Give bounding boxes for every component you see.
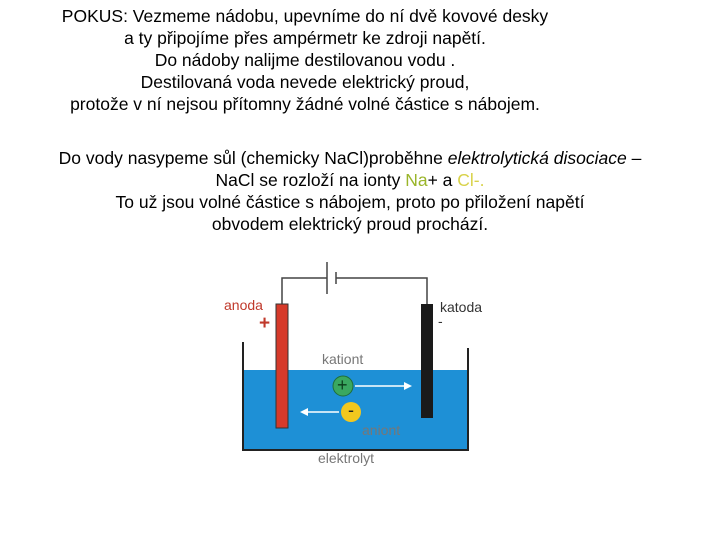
anode-label: anoda: [224, 297, 263, 313]
intro-line: protože v ní nejsou přítomny žádné volné částice s nábojem.: [70, 94, 540, 114]
cation-sign: +: [337, 375, 348, 395]
explanation-text: NaCl se rozloží na ionty: [215, 170, 406, 190]
and-word: a: [437, 170, 458, 190]
explanation-text: Do vody nasypeme sůl (chemicky NaCl)proběhne: [58, 148, 448, 168]
intro-line: Do nádoby nalijme destilovanou vodu .: [154, 50, 456, 70]
dissociation-term: elektrolytická disociace: [447, 148, 627, 168]
chloride-ion: Cl-.: [457, 170, 485, 190]
intro-line: POKUS: Vezmeme nádobu, upevníme do ní dvě kovové desky: [61, 6, 549, 26]
explanation-dash: –: [626, 148, 642, 168]
circuit-wire: [282, 278, 327, 305]
anion-label: aniont: [362, 422, 401, 438]
intro-line: a ty připojíme přes ampérmetr ke zdroji napětí.: [124, 28, 486, 48]
explanation-line-4: obvodem elektrický proud prochází.: [211, 214, 489, 234]
sodium-ion: Na: [405, 170, 428, 190]
intro-line: Destilovaná voda nevede elektrický proud,: [140, 72, 470, 92]
cathode-sign: -: [438, 313, 443, 329]
plus-sign: +: [427, 170, 438, 190]
explanation-line-3: To už jsou volné částice s nábojem, proto po přiložení napětí: [115, 192, 585, 212]
anode-sign: +: [259, 313, 271, 334]
cathode-plate: [421, 304, 433, 418]
anion-sign: -: [348, 400, 354, 420]
electrolyte-label: elektrolyt: [318, 450, 375, 466]
cathode-label: katoda: [440, 299, 483, 315]
circuit-wire: [336, 278, 427, 305]
cation-label: kationt: [322, 351, 364, 367]
anode-plate: [276, 304, 288, 428]
